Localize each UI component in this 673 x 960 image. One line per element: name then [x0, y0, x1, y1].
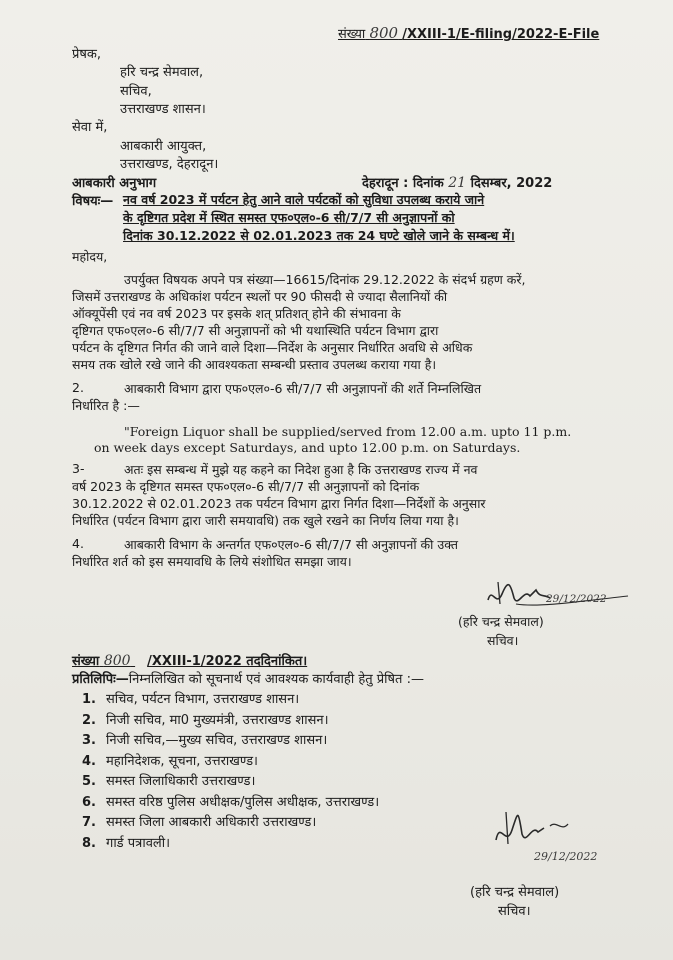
signature-1-designation: सचिव।: [487, 633, 519, 648]
paragraph-2: [72, 380, 481, 414]
date-handwritten: 21: [448, 175, 467, 191]
section-name: आबकारी अनुभाग: [72, 176, 157, 191]
paragraph-line: उपर्युक्त विषयक अपने पत्र संख्या—16615/दिनांक 29.12.2022 के संदर्भ ग्रहण करें,: [124, 272, 526, 287]
paragraph-4-number: 4.: [72, 536, 84, 551]
quote-condition: [94, 424, 571, 456]
date-rest: दिसम्बर, 2022: [470, 176, 553, 191]
salutation: महोदय,: [72, 249, 108, 264]
subject-label: विषयः—: [72, 194, 114, 209]
copy-number-handwritten: 800: [103, 653, 131, 669]
paragraph-line: ऑक्यूपेंसी एवं नव वर्ष 2023 पर इसके शत् प्रतिशत् होने की संभावना के: [72, 306, 401, 321]
recipient-name: आबकारी आयुक्त,: [120, 139, 207, 154]
copy-number-prefix: संख्या: [72, 654, 100, 669]
copy-to-list: [82, 690, 379, 854]
signature-1-name: (हरि चन्द्र सेमवाल): [458, 614, 544, 629]
paragraph-line: 30.12.2022 से 02.01.2023 तक पर्यटन विभाग द्वारा निर्गत दिशा—निर्देशों के अनुसार: [72, 496, 486, 511]
subject-line: नव वर्ष 2023 में पर्यटन हेतु आने वाले पर्यटकों को सुविधा उपलब्ध कराये जाने: [123, 192, 485, 207]
list-item: 4. महानिदेशक, सूचना, उत्तराखण्ड।: [82, 753, 258, 769]
copy-to-intro-text: निम्नलिखित को सूचनार्थ एवं आवश्यक कार्यवाही हेतु प्रेषित :—: [128, 672, 424, 687]
paragraph-3-number: 3-: [72, 461, 85, 476]
letter-number-prefix: संख्या: [338, 27, 366, 42]
sender-office: उत्तराखण्ड शासन।: [120, 102, 206, 117]
paragraph-1: [72, 271, 525, 373]
copy-to-label: प्रतिलिपिः—: [72, 672, 129, 687]
signature-2-name: (हरि चन्द्र सेमवाल): [470, 885, 560, 900]
paragraph-2-number: 2.: [72, 380, 84, 395]
paragraph-line: समय तक खोले रखे जाने की आवश्यकता सम्बन्धी प्रस्ताव उपलब्ध कराया गया है।: [72, 357, 437, 372]
copy-number: [72, 651, 307, 669]
sender-designation: सचिव,: [120, 84, 152, 99]
paragraph-line: आबकारी विभाग द्वारा एफ०एल०-6 सी/7/7 सी अनुज्ञापनों की शर्ते निम्नलिखित: [124, 381, 482, 396]
letter-number-suffix: /XXIII-1/E-filing/2022-E-File: [402, 27, 600, 42]
list-item: 3. निजी सचिव,—मुख्य सचिव, उत्तराखण्ड शासन।: [82, 733, 328, 748]
paragraph-4: [72, 536, 458, 570]
recipient-place: उत्तराखण्ड, देहरादून।: [120, 157, 219, 172]
copy-number-suffix: /XXIII-1/2022 तददिनांकित।: [147, 654, 308, 669]
recipient-label: सेवा में,: [72, 120, 108, 135]
quote-line: "Foreign Liquor shall be supplied/served from 12.00 a.m. upto 11 p.m.: [124, 424, 572, 439]
list-item: 2. निजी सचिव, मा0 मुख्यमंत्री, उत्तराखण्ड शासन।: [82, 712, 329, 728]
list-item: 8. गार्ड पत्रावली।: [82, 835, 171, 851]
paragraph-3: [72, 461, 486, 529]
date-label: दिनांक: [412, 176, 444, 191]
date-line: [362, 173, 552, 191]
list-item: 7. समस्त जिला आबकारी अधिकारी उत्तराखण्ड।: [82, 815, 317, 830]
paragraph-line: पर्यटन के दृष्टिगत निर्गत की जाने वाले दिशा—निर्देश के अनुसार निर्धारित अवधि से अधिक: [72, 340, 473, 355]
sender-name: हरि चन्द्र सेमवाल,: [120, 65, 204, 80]
signature-1-date: 29/12/2022: [546, 593, 607, 605]
list-item: 5. समस्त जिलाधिकारी उत्तराखण्ड।: [82, 774, 256, 789]
paragraph-line: निर्धारित (पर्यटन विभाग द्वारा जारी समयावधि) तक खुले रखने का निर्णय लिया गया है।: [72, 513, 459, 528]
subject-line: के दृष्टिगत प्रदेश में स्थित समस्त एफ०एल०-6 सी/7/7 सी अनुज्ञापनों को: [123, 210, 455, 225]
paragraph-line: दृष्टिगत एफ०एल०-6 सी/7/7 सी अनुज्ञापनों को भी यथास्थिति पर्यटन विभाग द्वारा: [72, 323, 439, 338]
list-item: 6. समस्त वरिष्ठ पुलिस अधीक्षक/पुलिस अधीक्षक, उत्तराखण्ड।: [82, 794, 380, 810]
paragraph-line: निर्धारित शर्त को इस समयावधि के लिये संशोधित समझा जाय।: [72, 554, 352, 569]
letter-number: [338, 24, 599, 42]
paragraph-line: अतः इस सम्बन्ध में मुझे यह कहने का निदेश हुआ है कि उत्तराखण्ड राज्य में नव: [124, 462, 478, 477]
subject-line: दिनांक 30.12.2022 से 02.01.2023 तक 24 घण्टे खोले जाने के सम्बन्ध में।: [123, 228, 515, 243]
signature-2-designation: सचिव।: [498, 904, 531, 919]
list-item: 1. सचिव, पर्यटन विभाग, उत्तराखण्ड शासन।: [82, 692, 300, 707]
paragraph-line: जिसमें उत्तराखण्ड के अधिकांश पर्यटन स्थलों पर 90 फीसदी से ज्यादा सैलानियों की: [72, 289, 448, 304]
copy-to-intro: [72, 669, 424, 687]
paragraph-line: आबकारी विभाग के अन्तर्गत एफ०एल०-6 सी/7/7 सी अनुज्ञापनों की उक्त: [124, 537, 459, 552]
subject-text: [123, 191, 515, 245]
sender-label: प्रेषक,: [72, 47, 102, 62]
signature-2-date: 29/12/2022: [534, 850, 598, 863]
quote-line: on week days except Saturdays, and upto 12.00 p.m. on Saturdays.: [94, 440, 521, 455]
date-place: देहरादून :: [362, 176, 409, 191]
letter-number-handwritten: 800: [369, 24, 399, 42]
paragraph-line: निर्धारित है :—: [72, 398, 140, 413]
paragraph-line: वर्ष 2023 के दृष्टिगत समस्त एफ०एल०-6 सी/7/7 सी अनुज्ञापनों को दिनांक: [72, 479, 420, 494]
